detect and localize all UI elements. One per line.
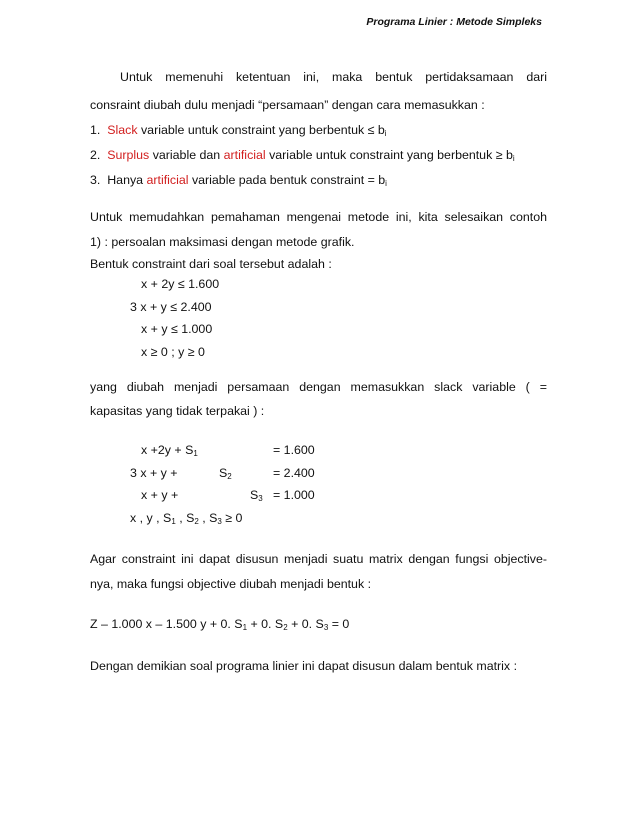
para3-line-2: kapasitas yang tidak terpakai ) : xyxy=(90,404,265,418)
equation-3: x + y + xyxy=(141,488,179,502)
para3-line-1: yang diubah menjadi persamaan dengan memasukkan slack variable ( = xyxy=(90,380,547,394)
constraint-1: x + 2y ≤ 1.600 xyxy=(141,277,220,291)
para4-line-1: Agar constraint ini dapat disusun menjadi suatu matrix dengan fungsi objective- xyxy=(90,552,547,566)
rule-keyword-2: artificial xyxy=(223,148,266,162)
rule-number: 1. xyxy=(90,123,101,137)
intro-line-2: consraint diubah dulu menjadi “persamaan” dengan cara memasukkan : xyxy=(90,98,485,112)
rule-subscript: i xyxy=(512,154,515,163)
constraint-3: x + y ≤ 1.000 xyxy=(141,322,213,336)
equation-4: x , y , $S_1$ , $S_2$ , $S_3 \ge 0$ xyxy=(130,511,243,526)
rule-subscript: i xyxy=(384,129,387,138)
rule-keyword: Surplus xyxy=(107,148,150,162)
equation-1-rhs: = 1.600 xyxy=(273,443,315,457)
rule-2 xyxy=(90,148,515,163)
rule-text: variable untuk constraint yang berbentuk ≥ b xyxy=(265,148,513,162)
rule-subscript: i xyxy=(385,179,387,188)
rule-number: 3. xyxy=(90,173,101,187)
constraint-4: x ≥ 0 ; y ≥ 0 xyxy=(141,345,205,359)
objective-function: Z – 1.000 x – 1.500 y + 0. $S_1 + 0$. $S_2 + 0$. $S_3 = 0$ xyxy=(90,617,350,632)
para2-line-3: Bentuk constraint dari soal tersebut adalah : xyxy=(90,257,332,271)
para4-line-2: nya, maka fungsi objective diubah menjadi bentuk : xyxy=(90,577,372,591)
page-header: Programa Linier : Metode Simpleks xyxy=(366,16,542,28)
constraint-2: 3 x + y ≤ 2.400 xyxy=(130,300,212,314)
rule-text: Hanya xyxy=(107,173,147,187)
para2-line-2: 1) : persoalan maksimasi dengan metode grafik. xyxy=(90,235,355,249)
equation-2-rhs: = 2.400 xyxy=(273,466,315,480)
equation-2: 3 x + y + xyxy=(130,466,178,480)
equation-2-slack: $S_2$ xyxy=(219,466,232,481)
rule-text: variable dan xyxy=(149,148,224,162)
para2-line-1: Untuk memudahkan pemahaman mengenai metode ini, kita selesaikan contoh xyxy=(90,210,547,224)
equation-1: $x +2y + S_1$ xyxy=(141,443,198,458)
rule-keyword: artificial xyxy=(146,173,189,187)
rule-1 xyxy=(90,123,387,138)
intro-line-1: Untuk memenuhi ketentuan ini, maka bentuk pertidaksamaan dari xyxy=(120,70,547,84)
equation-3-rhs: = 1.000 xyxy=(273,488,315,502)
rule-keyword: Slack xyxy=(107,123,138,137)
rule-text: variable pada bentuk constraint = b xyxy=(188,173,386,187)
rule-text: variable untuk constraint yang berbentuk ≤ b xyxy=(137,123,385,137)
equation-3-slack: $S_3$ xyxy=(250,488,263,503)
rule-number: 2. xyxy=(90,148,101,162)
closing-line: Dengan demikian soal programa linier ini dapat disusun dalam bentuk matrix : xyxy=(90,659,518,673)
rule-3 xyxy=(90,173,387,188)
